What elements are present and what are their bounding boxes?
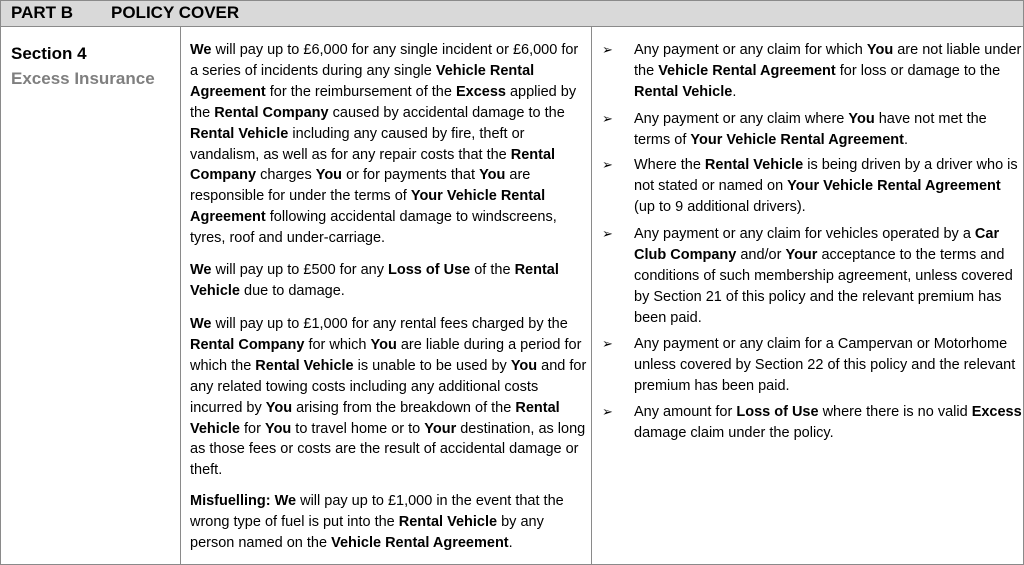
defined-term: Rental Vehicle	[255, 357, 354, 374]
defined-term: Your	[424, 420, 457, 437]
defined-term: Misfuelling: We	[190, 493, 297, 509]
section-column	[1, 27, 181, 565]
part-label: PART B	[11, 3, 74, 22]
text-run: caused by accidental damage to the	[328, 104, 565, 121]
arrow-bullet-icon: ➢	[602, 157, 613, 172]
exclusion-text	[634, 109, 1022, 151]
defined-term: Vehicle Rental Agreement	[331, 534, 509, 551]
defined-term: Your Vehicle Rental Agreement	[787, 177, 1001, 194]
text-run: will pay up to £6,000 for any single incident or £6,000 for a series of incidents during any single	[190, 42, 579, 79]
defined-term: We	[190, 316, 212, 332]
text-run: is being driven by a driver who is not stated or named on	[634, 157, 1018, 194]
defined-term: We	[190, 42, 212, 58]
text-run: Any amount for	[634, 404, 737, 420]
text-run: for	[239, 420, 265, 437]
text-run: .	[903, 131, 908, 148]
defined-term: Vehicle Rental Agreement	[190, 62, 535, 100]
arrow-bullet-icon: ➢	[602, 404, 613, 419]
defined-term: Rental Vehicle	[398, 513, 498, 530]
defined-term: Excess	[971, 404, 1022, 420]
text-run: due to damage.	[239, 282, 345, 299]
exclusion-text	[634, 40, 1022, 103]
text-run: Any payment or any claim for vehicles operated by a	[634, 226, 975, 242]
arrow-bullet-icon: ➢	[602, 226, 613, 241]
text-run: following accidental damage to windscreens, tyres, roof and under-carriage.	[190, 209, 557, 247]
header-title: POLICY COVER	[111, 3, 240, 22]
arrow-bullet-icon: ➢	[602, 42, 613, 57]
text-run: charges	[256, 167, 316, 184]
text-run: are liable during a period for which the	[190, 336, 582, 374]
exclusion-text	[634, 402, 1022, 444]
defined-term: You	[264, 420, 292, 437]
defined-term: You	[265, 399, 293, 416]
section-title: Section 4	[11, 44, 87, 63]
defined-term: Rental Vehicle	[190, 125, 289, 142]
text-run: .	[508, 534, 513, 551]
defined-term: Rental Company	[214, 104, 329, 121]
defined-term: You	[510, 357, 538, 374]
text-run: arising from the breakdown of the	[292, 399, 516, 416]
text-run: .	[732, 83, 737, 100]
exclusion-text	[634, 155, 1022, 218]
text-run: applied by the	[190, 83, 577, 121]
defined-term: You	[479, 167, 506, 184]
text-run: is unable to be used by	[353, 357, 511, 374]
arrow-bullet-icon: ➢	[602, 111, 613, 126]
defined-term: Rental Company	[190, 336, 305, 353]
text-run: destination, as long as those fees or costs are the result of accidental damage or theft.	[190, 420, 586, 479]
section-subtitle: Excess Insurance	[11, 69, 155, 88]
defined-term: Car Club Company	[634, 226, 1000, 263]
text-run: will pay up to £1,000 in the event that the wrong type of fuel is put into the	[190, 493, 564, 530]
exclusion-text	[634, 224, 1022, 329]
defined-term: Rental Vehicle	[190, 262, 559, 299]
text-run: and/or	[736, 246, 786, 263]
text-run: have not met the terms of	[634, 111, 987, 148]
defined-term: Your Vehicle Rental Agreement	[690, 131, 904, 148]
text-run: including any caused by fire, theft or vandalism, as well as for any repair costs that the	[190, 125, 525, 163]
cover-paragraph	[190, 314, 590, 481]
defined-term: You	[866, 42, 894, 58]
defined-term: Vehicle Rental Agreement	[658, 62, 836, 79]
defined-term: Your	[785, 246, 818, 263]
exclusions-column	[592, 27, 1023, 565]
defined-term: Rental Vehicle	[704, 157, 804, 173]
text-run: damage claim under the policy.	[634, 424, 834, 441]
defined-term: Rental Vehicle	[190, 399, 560, 437]
text-run: are responsible for under the terms of	[190, 167, 531, 205]
text-run: Any payment or any claim where	[634, 111, 849, 127]
text-run: Any payment or any claim for which	[634, 42, 867, 58]
defined-term: Loss of Use	[388, 262, 471, 278]
text-run: where there is no valid	[818, 404, 972, 420]
table-header	[1, 1, 1023, 27]
text-run: are not liable under the	[634, 42, 1022, 79]
text-run: acceptance to the terms and conditions of such membership agreement, unless covered by Section 21 of this policy and the relevant premium has been paid.	[634, 246, 1013, 326]
text-run: of the	[470, 262, 515, 278]
text-run: for the reimbursement of the	[265, 83, 456, 100]
cover-paragraph	[190, 260, 590, 302]
text-run: Any payment or any claim for a Campervan or Motorhome unless covered by Section 22 of this policy and the relevant premium has been paid.	[634, 336, 1016, 394]
text-run: to travel home or to	[291, 420, 425, 437]
cover-paragraph	[190, 491, 590, 554]
cover-paragraph	[190, 40, 590, 249]
text-run: for which	[304, 336, 371, 353]
defined-term: Your Vehicle Rental Agreement	[190, 188, 546, 226]
text-run: or for payments that	[342, 167, 480, 184]
text-run: and for any related towing costs including any additional costs incurred by	[190, 357, 587, 416]
defined-term: We	[190, 262, 212, 278]
text-run: Where the	[634, 157, 705, 173]
defined-term: You	[848, 111, 875, 127]
defined-term: You	[315, 167, 343, 184]
text-run: for loss or damage to the	[835, 62, 1001, 79]
defined-term: Loss of Use	[736, 404, 819, 420]
text-run: will pay up to £500 for any	[211, 262, 389, 278]
text-run: by any person named on the	[190, 513, 544, 551]
cover-column	[181, 27, 592, 565]
defined-term: Rental Company	[190, 146, 556, 184]
text-run: will pay up to £1,000 for any rental fees charged by the	[211, 316, 568, 332]
defined-term: Rental Vehicle	[634, 83, 733, 100]
arrow-bullet-icon: ➢	[602, 336, 613, 351]
defined-term: You	[370, 336, 397, 353]
defined-term: Excess	[455, 83, 506, 100]
text-run: (up to 9 additional drivers).	[634, 198, 806, 215]
exclusion-text	[634, 334, 1022, 397]
